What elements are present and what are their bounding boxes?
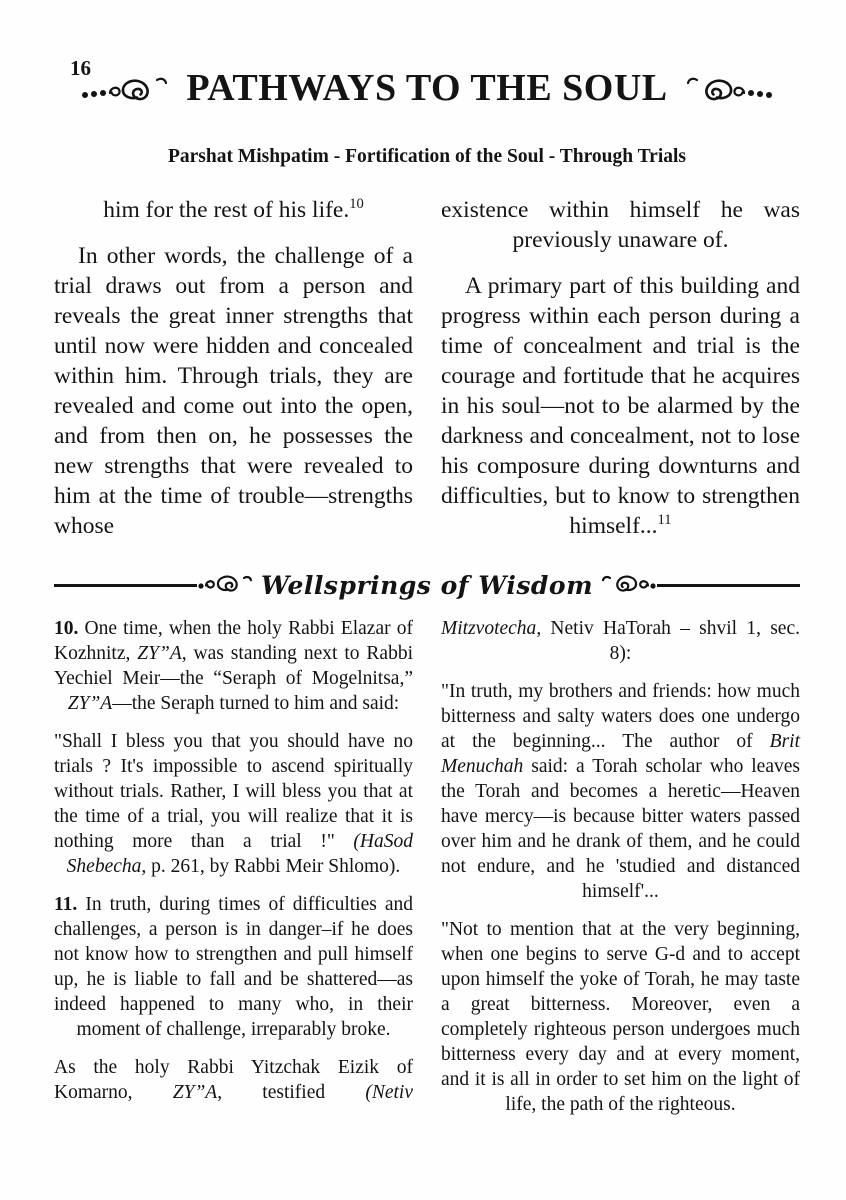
page-subtitle: Parshat Mishpatim - Fortification of the Soul - Through Trials bbox=[167, 145, 687, 167]
page-number: 16 bbox=[70, 56, 91, 80]
text-run: , testified bbox=[217, 1081, 366, 1103]
paragraph bbox=[54, 1055, 413, 1105]
text-run: As the holy Rabbi Yitzchak Eizik of Komarno, bbox=[54, 1056, 413, 1103]
text-run: (HaSod Shebecha bbox=[66, 830, 413, 877]
paragraph bbox=[54, 729, 413, 879]
main-left-column bbox=[54, 195, 413, 557]
text-run: "Not to mention that at the very beginning, when one begins to serve G-d and to accept upon himself the yoke of Torah, he may taste a great bitterness. Moreover, even a completely righteous person undergoes much bitterness every day and at every moment, and it is all in order to set him on the light of life, the path of the righteous. bbox=[441, 918, 800, 1115]
paragraph bbox=[441, 917, 800, 1117]
page-header bbox=[54, 44, 800, 135]
text-run: In truth, during times of difficulties and challenges, a person is in danger–if he does not know how to strengthen and pull himself up, he is liable to fall and be shattered—as indeed happened to many who, in their moment of challenge, irreparably broke. bbox=[54, 893, 413, 1040]
paragraph bbox=[54, 195, 413, 225]
wellsprings-of-wisdom-title: Wellsprings of Wisdom bbox=[260, 570, 594, 600]
footnote-ref: 11 bbox=[657, 511, 672, 528]
divider-flourish-right-icon bbox=[599, 574, 657, 596]
text-run: ZY”A bbox=[172, 1081, 218, 1103]
text-run: Mitzvotecha bbox=[441, 617, 537, 639]
paragraph bbox=[441, 616, 800, 666]
text-run: ZY”A bbox=[67, 692, 113, 714]
text-run: said: a Torah scholar who leaves the Torah and becomes a heretic—Heaven have mercy—is because bitter waters passed over him and he drank of them, and he could not endure, and he 'studied and distanced himself'... bbox=[441, 755, 800, 902]
text-run: him for the rest of his life. bbox=[103, 196, 350, 223]
paragraph bbox=[54, 241, 413, 541]
footnotes bbox=[54, 616, 800, 1130]
footnote-right-column bbox=[441, 616, 800, 1130]
divider-flourish-left-icon bbox=[197, 574, 255, 596]
page-title: PATHWAYS TO THE SOUL bbox=[186, 67, 668, 110]
text-run: existence within himself he was previously unaware of. bbox=[441, 196, 800, 253]
paragraph bbox=[441, 195, 800, 255]
text-run: , was standing next to Rabbi Yechiel Meir—the “Seraph of Mogelnitsa,” bbox=[54, 642, 413, 689]
footnote-left-column bbox=[54, 616, 413, 1130]
text-run: 10. bbox=[54, 617, 79, 639]
paragraph bbox=[54, 892, 413, 1042]
text-run: ZY”A bbox=[137, 642, 182, 664]
main-text bbox=[54, 195, 800, 557]
divider-rule-right bbox=[657, 584, 800, 587]
footnote-divider bbox=[54, 571, 800, 600]
paragraph bbox=[441, 271, 800, 541]
text-run: "In truth, my brothers and friends: how much bitterness and salty waters does one undergo at the beginning... The author of bbox=[441, 680, 800, 752]
text-run: "Shall I bless you that you should have no trials ? It's impossible to ascend spiritually without trials. Rather, I will bless you that at the time of a trial, you will realize that it is nothing more than a trial !" bbox=[54, 730, 413, 852]
text-run: (Netiv bbox=[365, 1081, 413, 1103]
title-flourish-left-icon bbox=[80, 74, 176, 104]
footnote-ref: 10 bbox=[349, 195, 364, 212]
paragraph bbox=[54, 616, 413, 716]
text-run: , Netiv HaTorah – shvil 1, sec. 8): bbox=[536, 617, 800, 664]
paragraph bbox=[441, 679, 800, 904]
text-run: —the Seraph turned to him and said: bbox=[112, 692, 400, 714]
text-run: , p. 261, by Rabbi Meir Shlomo). bbox=[141, 855, 401, 877]
title-flourish-right-icon bbox=[678, 74, 774, 104]
divider-rule-left bbox=[54, 584, 197, 587]
text-run: Brit Menuchah bbox=[441, 730, 800, 777]
text-run: One time, when the holy Rabbi Elazar of Kozhnitz, bbox=[54, 617, 413, 664]
text-run: In other words, the challenge of a trial draws out from a person and reveals the great inner strengths that until now were hidden and concealed within him. Through trials, they are revealed and come out into the open, and from then on, he possesses the new strengths that were revealed to him at the time of trouble—strengths whose bbox=[54, 242, 413, 539]
text-run: 11. bbox=[54, 893, 78, 915]
text-run: A primary part of this building and progress within each person during a time of concealment and trial is the courage and fortitude that he acquires in his soul—not to be alarmed by the darkness and concealment, not to lose his composure during downturns and difficulties, but to know to strengthen himself... bbox=[441, 272, 800, 539]
main-right-column bbox=[441, 195, 800, 557]
